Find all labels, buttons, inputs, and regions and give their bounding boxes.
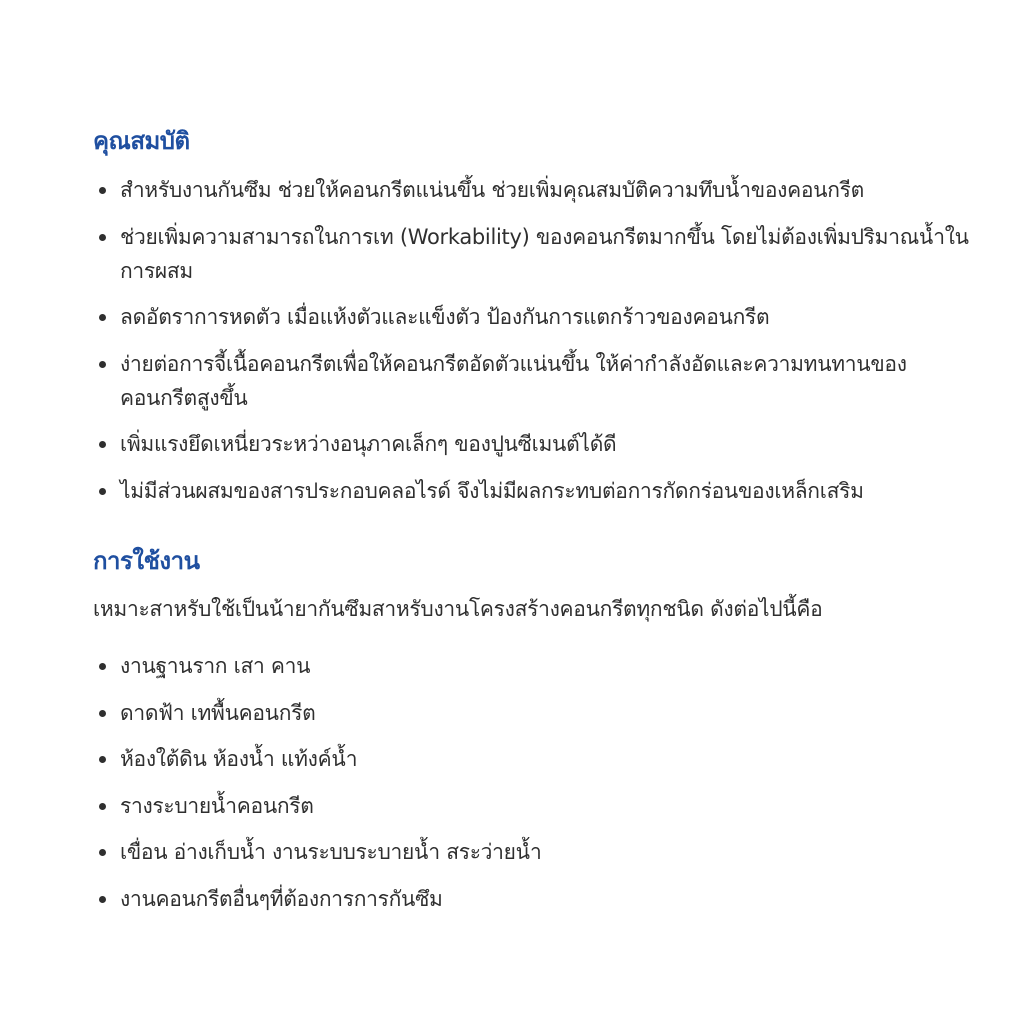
bullet-icon [99,488,106,495]
usage-intro: เหมาะสาหรับใช้เป็นน้ายากันซึมสาหรับงานโครงสร้างคอนกรีตทุกชนิด ดังต่อไปนี้คือ [93,597,823,621]
list-item-text: งานคอนกรีตอื่นๆที่ต้องการการกันซึม [120,886,443,911]
list-item-text: งานฐานราก เสา คาน [120,654,311,678]
list-item [93,882,973,916]
bullet-icon [99,803,106,810]
usage-list [93,649,973,928]
properties-heading: คุณสมบัติ [93,127,190,155]
list-item [93,220,973,288]
list-item-text: ง่ายต่อการจี้เนื้อคอนกรีตเพื่อให้คอนกรีตอัดตัวแน่นขึ้น ให้ค่ากำลังอัดและความทนทานของคอนกรีตสูงขึ้น [120,351,907,410]
list-item [93,835,973,869]
bullet-icon [99,896,106,903]
list-item [93,300,973,334]
list-item [93,742,973,776]
bullet-icon [99,663,106,670]
list-item-text: ลดอัตราการหดตัว เมื่อแห้งตัวและแข็งตัว ป้องกันการแตกร้าวของคอนกรีต [120,305,770,329]
list-item [93,474,973,508]
list-item [93,347,973,415]
bullet-icon [99,441,106,448]
bullet-icon [99,314,106,321]
properties-list [93,173,973,520]
bullet-icon [99,710,106,717]
list-item-text: ไม่มีส่วนผสมของสารประกอบคลอไรด์ จึงไม่มีผลกระทบต่อการกัดกร่อนของเหล็กเสริม [120,478,864,503]
bullet-icon [99,849,106,856]
list-item-text: เพิ่มแรงยึดเหนี่ยวระหว่างอนุภาคเล็กๆ ของปูนซีเมนต์ได้ดี [120,432,617,456]
list-item-text: ดาดฟ้า เทพื้นคอนกรีต [120,700,316,725]
list-item [93,696,973,730]
usage-heading: การใช้งาน [93,547,200,575]
bullet-icon [99,234,106,241]
list-item-text: รางระบายน้ำคอนกรีต [120,793,314,818]
list-item-text: ห้องใต้ดิน ห้องน้ำ แท้งค์น้ำ [120,747,358,771]
list-item [93,427,973,461]
list-item [93,173,973,207]
bullet-icon [99,756,106,763]
list-item-text: สำหรับงานกันซึม ช่วยให้คอนกรีตแน่นขึ้น ช่วยเพิ่มคุณสมบัติความทึบน้ำของคอนกรีต [120,178,864,202]
bullet-icon [99,187,106,194]
list-item [93,649,973,683]
list-item-text: ช่วยเพิ่มความสามารถในการเท (Workability) ของคอนกรีตมากขึ้น โดยไม่ต้องเพิ่มปริมาณน้ำในการผสม [120,224,969,283]
list-item [93,789,973,823]
list-item-text: เขื่อน อ่างเก็บน้ำ งานระบบระบายน้ำ สระว่ายน้ำ [120,840,542,864]
bullet-icon [99,361,106,368]
